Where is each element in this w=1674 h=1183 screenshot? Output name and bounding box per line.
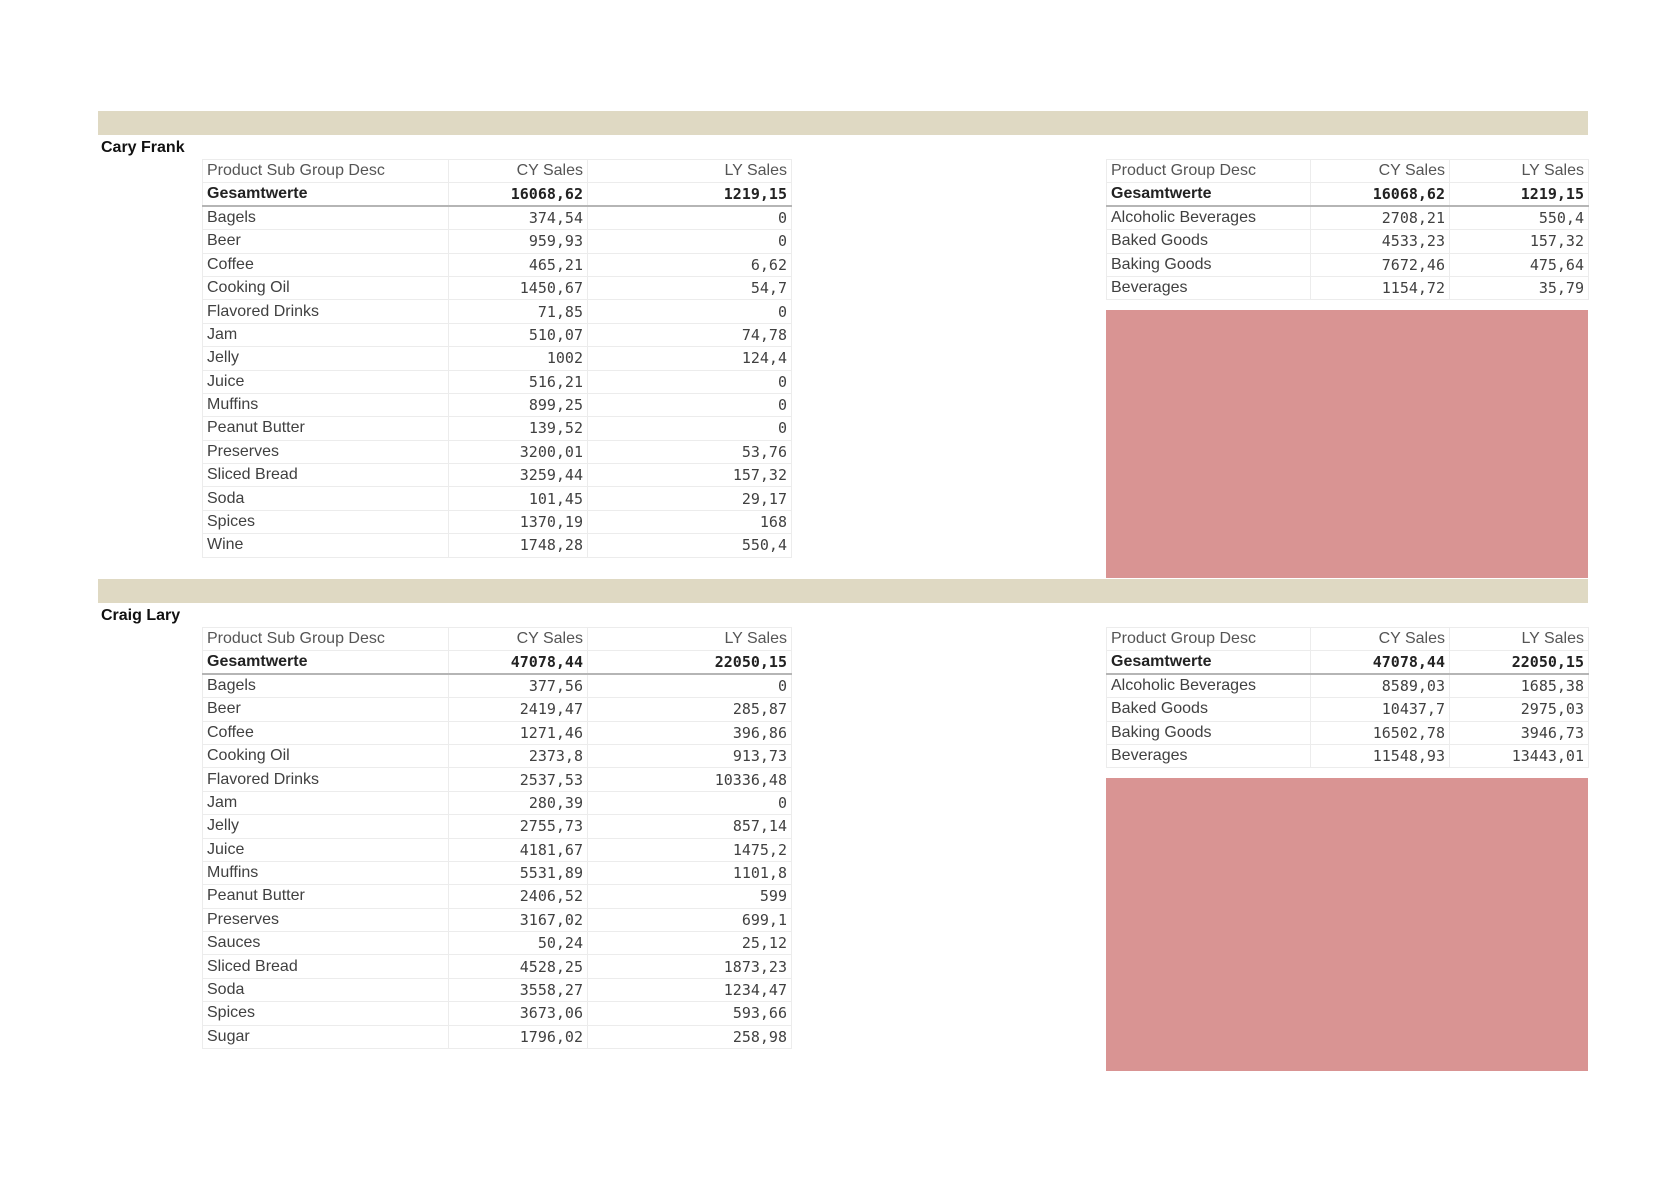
row-label: Spices	[203, 510, 449, 533]
section-title: Craig Lary	[101, 607, 181, 624]
table-row	[203, 861, 792, 884]
ly-sales-cell: 0	[588, 791, 792, 814]
table-row	[203, 838, 792, 861]
cy-sales-cell: CY Sales	[449, 628, 588, 651]
total-row	[1107, 651, 1589, 674]
row-label: Gesamtwerte	[1107, 183, 1311, 206]
table-row	[203, 253, 792, 276]
ly-sales-cell: 0	[588, 393, 792, 416]
ly-sales-cell: 0	[588, 230, 792, 253]
group-table	[1106, 159, 1589, 300]
row-label: Bagels	[203, 674, 449, 697]
table-row	[203, 978, 792, 1001]
table-row	[203, 1025, 792, 1048]
cy-sales-cell: 101,45	[449, 487, 588, 510]
table-row	[203, 393, 792, 416]
cy-sales-cell: 11548,93	[1311, 744, 1450, 767]
cy-sales-cell: CY Sales	[1311, 160, 1450, 183]
table-row	[1107, 230, 1589, 253]
cy-sales-cell: 2406,52	[449, 885, 588, 908]
ly-sales-cell: 3946,73	[1450, 721, 1589, 744]
table-row	[1107, 721, 1589, 744]
row-label: Alcoholic Beverages	[1107, 674, 1311, 697]
table-row	[203, 440, 792, 463]
table-row	[203, 510, 792, 533]
row-label: Cooking Oil	[203, 276, 449, 299]
table-row	[203, 721, 792, 744]
table-row	[203, 323, 792, 346]
row-label: Baking Goods	[1107, 253, 1311, 276]
table-row	[203, 417, 792, 440]
row-label: Sliced Bread	[203, 464, 449, 487]
row-label: Beverages	[1107, 276, 1311, 299]
table-row	[203, 276, 792, 299]
header-row	[1107, 160, 1589, 183]
row-label: Beer	[203, 698, 449, 721]
ly-sales-cell: 699,1	[588, 908, 792, 931]
ly-sales-cell: 0	[588, 417, 792, 440]
table-row	[203, 815, 792, 838]
sub-group-table-body	[203, 160, 792, 558]
ly-sales-cell: 396,86	[588, 721, 792, 744]
cy-sales-cell: 1154,72	[1311, 276, 1450, 299]
table-row	[203, 768, 792, 791]
group-table-body	[1107, 160, 1589, 300]
cy-sales-cell: 4528,25	[449, 955, 588, 978]
ly-sales-cell: 1873,23	[588, 955, 792, 978]
row-label: Sugar	[203, 1025, 449, 1048]
row-label: Wine	[203, 534, 449, 557]
cy-sales-cell: 5531,89	[449, 861, 588, 884]
cy-sales-cell: 16068,62	[1311, 183, 1450, 206]
table-row	[1107, 253, 1589, 276]
table-row	[203, 300, 792, 323]
total-row	[1107, 183, 1589, 206]
cy-sales-cell: 959,93	[449, 230, 588, 253]
table-row	[203, 791, 792, 814]
table-row	[203, 347, 792, 370]
table-row	[203, 744, 792, 767]
cy-sales-cell: 3200,01	[449, 440, 588, 463]
cy-sales-cell: 10437,7	[1311, 698, 1450, 721]
ly-sales-cell: 35,79	[1450, 276, 1589, 299]
table-row	[203, 206, 792, 229]
table-row	[1107, 698, 1589, 721]
cy-sales-cell: 1271,46	[449, 721, 588, 744]
cy-sales-cell: 47078,44	[449, 651, 588, 674]
cy-sales-cell: 4181,67	[449, 838, 588, 861]
ly-sales-cell: 1101,8	[588, 861, 792, 884]
table-row	[203, 370, 792, 393]
row-label: Baking Goods	[1107, 721, 1311, 744]
row-label: Alcoholic Beverages	[1107, 206, 1311, 229]
cy-sales-cell: CY Sales	[449, 160, 588, 183]
row-label: Juice	[203, 370, 449, 393]
row-label: Coffee	[203, 253, 449, 276]
sub-group-table-body	[203, 628, 792, 1049]
row-label: Gesamtwerte	[1107, 651, 1311, 674]
cy-sales-cell: 3673,06	[449, 1002, 588, 1025]
table-row	[1107, 674, 1589, 697]
table-row	[203, 908, 792, 931]
row-label: Jam	[203, 323, 449, 346]
table-row	[203, 230, 792, 253]
row-label: Product Group Desc	[1107, 628, 1311, 651]
total-row	[203, 651, 792, 674]
ly-sales-cell: LY Sales	[1450, 160, 1589, 183]
sub-group-table	[202, 159, 792, 558]
ly-sales-cell: 593,66	[588, 1002, 792, 1025]
row-label: Gesamtwerte	[203, 183, 449, 206]
cy-sales-cell: 7672,46	[1311, 253, 1450, 276]
cy-sales-cell: 50,24	[449, 932, 588, 955]
row-label: Juice	[203, 838, 449, 861]
table-row	[1107, 744, 1589, 767]
cy-sales-cell: 4533,23	[1311, 230, 1450, 253]
ly-sales-cell: 124,4	[588, 347, 792, 370]
row-label: Cooking Oil	[203, 744, 449, 767]
row-label: Jam	[203, 791, 449, 814]
row-label: Soda	[203, 978, 449, 1001]
cy-sales-cell: 2419,47	[449, 698, 588, 721]
ly-sales-cell: 0	[588, 370, 792, 393]
row-label: Flavored Drinks	[203, 768, 449, 791]
ly-sales-cell: 53,76	[588, 440, 792, 463]
cy-sales-cell: 2373,8	[449, 744, 588, 767]
row-label: Jelly	[203, 347, 449, 370]
cy-sales-cell: 16502,78	[1311, 721, 1450, 744]
table-row	[203, 698, 792, 721]
section-band	[98, 579, 1588, 603]
table-row	[203, 1002, 792, 1025]
ly-sales-cell: 22050,15	[1450, 651, 1589, 674]
total-row	[203, 183, 792, 206]
ly-sales-cell: 74,78	[588, 323, 792, 346]
row-label: Muffins	[203, 861, 449, 884]
row-label: Soda	[203, 487, 449, 510]
table-row	[203, 885, 792, 908]
row-label: Muffins	[203, 393, 449, 416]
ly-sales-cell: 1219,15	[1450, 183, 1589, 206]
empty-area	[1106, 778, 1588, 1071]
cy-sales-cell: 899,25	[449, 393, 588, 416]
cy-sales-cell: 1002	[449, 347, 588, 370]
cy-sales-cell: 1748,28	[449, 534, 588, 557]
ly-sales-cell: 1219,15	[588, 183, 792, 206]
ly-sales-cell: 54,7	[588, 276, 792, 299]
table-row	[203, 955, 792, 978]
ly-sales-cell: 913,73	[588, 744, 792, 767]
ly-sales-cell: LY Sales	[1450, 628, 1589, 651]
sub-group-table	[202, 627, 792, 1049]
ly-sales-cell: 29,17	[588, 487, 792, 510]
ly-sales-cell: 258,98	[588, 1025, 792, 1048]
section-title: Cary Frank	[101, 139, 185, 156]
ly-sales-cell: 1685,38	[1450, 674, 1589, 697]
ly-sales-cell: 475,64	[1450, 253, 1589, 276]
table-row	[203, 932, 792, 955]
cy-sales-cell: 3259,44	[449, 464, 588, 487]
row-label: Baked Goods	[1107, 230, 1311, 253]
cy-sales-cell: 3558,27	[449, 978, 588, 1001]
row-label: Product Sub Group Desc	[203, 628, 449, 651]
ly-sales-cell: 0	[588, 674, 792, 697]
ly-sales-cell: 25,12	[588, 932, 792, 955]
ly-sales-cell: 550,4	[588, 534, 792, 557]
row-label: Peanut Butter	[203, 417, 449, 440]
cy-sales-cell: 1370,19	[449, 510, 588, 533]
cy-sales-cell: 2537,53	[449, 768, 588, 791]
ly-sales-cell: 599	[588, 885, 792, 908]
row-label: Sauces	[203, 932, 449, 955]
ly-sales-cell: LY Sales	[588, 160, 792, 183]
row-label: Beer	[203, 230, 449, 253]
ly-sales-cell: 13443,01	[1450, 744, 1589, 767]
header-row	[1107, 628, 1589, 651]
header-row	[203, 628, 792, 651]
ly-sales-cell: 157,32	[1450, 230, 1589, 253]
ly-sales-cell: 10336,48	[588, 768, 792, 791]
table-row	[203, 534, 792, 557]
table-row	[203, 464, 792, 487]
cy-sales-cell: 2755,73	[449, 815, 588, 838]
row-label: Coffee	[203, 721, 449, 744]
row-label: Sliced Bread	[203, 955, 449, 978]
ly-sales-cell: 285,87	[588, 698, 792, 721]
cy-sales-cell: CY Sales	[1311, 628, 1450, 651]
row-label: Peanut Butter	[203, 885, 449, 908]
table-row	[203, 674, 792, 697]
row-label: Product Group Desc	[1107, 160, 1311, 183]
table-row	[1107, 276, 1589, 299]
row-label: Bagels	[203, 206, 449, 229]
row-label: Beverages	[1107, 744, 1311, 767]
group-table-body	[1107, 628, 1589, 768]
cy-sales-cell: 2708,21	[1311, 206, 1450, 229]
ly-sales-cell: 0	[588, 206, 792, 229]
cy-sales-cell: 139,52	[449, 417, 588, 440]
cy-sales-cell: 516,21	[449, 370, 588, 393]
ly-sales-cell: LY Sales	[588, 628, 792, 651]
row-label: Preserves	[203, 440, 449, 463]
group-table	[1106, 627, 1589, 768]
cy-sales-cell: 1796,02	[449, 1025, 588, 1048]
ly-sales-cell: 6,62	[588, 253, 792, 276]
empty-area	[1106, 310, 1588, 578]
row-label: Preserves	[203, 908, 449, 931]
cy-sales-cell: 71,85	[449, 300, 588, 323]
cy-sales-cell: 465,21	[449, 253, 588, 276]
cy-sales-cell: 8589,03	[1311, 674, 1450, 697]
cy-sales-cell: 3167,02	[449, 908, 588, 931]
row-label: Spices	[203, 1002, 449, 1025]
row-label: Jelly	[203, 815, 449, 838]
row-label: Flavored Drinks	[203, 300, 449, 323]
row-label: Baked Goods	[1107, 698, 1311, 721]
cy-sales-cell: 16068,62	[449, 183, 588, 206]
ly-sales-cell: 22050,15	[588, 651, 792, 674]
ly-sales-cell: 1475,2	[588, 838, 792, 861]
ly-sales-cell: 2975,03	[1450, 698, 1589, 721]
cy-sales-cell: 377,56	[449, 674, 588, 697]
ly-sales-cell: 1234,47	[588, 978, 792, 1001]
cy-sales-cell: 47078,44	[1311, 651, 1450, 674]
ly-sales-cell: 550,4	[1450, 206, 1589, 229]
section-band	[98, 111, 1588, 135]
cy-sales-cell: 280,39	[449, 791, 588, 814]
ly-sales-cell: 0	[588, 300, 792, 323]
row-label: Product Sub Group Desc	[203, 160, 449, 183]
ly-sales-cell: 857,14	[588, 815, 792, 838]
table-row	[203, 487, 792, 510]
ly-sales-cell: 168	[588, 510, 792, 533]
header-row	[203, 160, 792, 183]
table-row	[1107, 206, 1589, 229]
ly-sales-cell: 157,32	[588, 464, 792, 487]
cy-sales-cell: 374,54	[449, 206, 588, 229]
cy-sales-cell: 1450,67	[449, 276, 588, 299]
row-label: Gesamtwerte	[203, 651, 449, 674]
cy-sales-cell: 510,07	[449, 323, 588, 346]
